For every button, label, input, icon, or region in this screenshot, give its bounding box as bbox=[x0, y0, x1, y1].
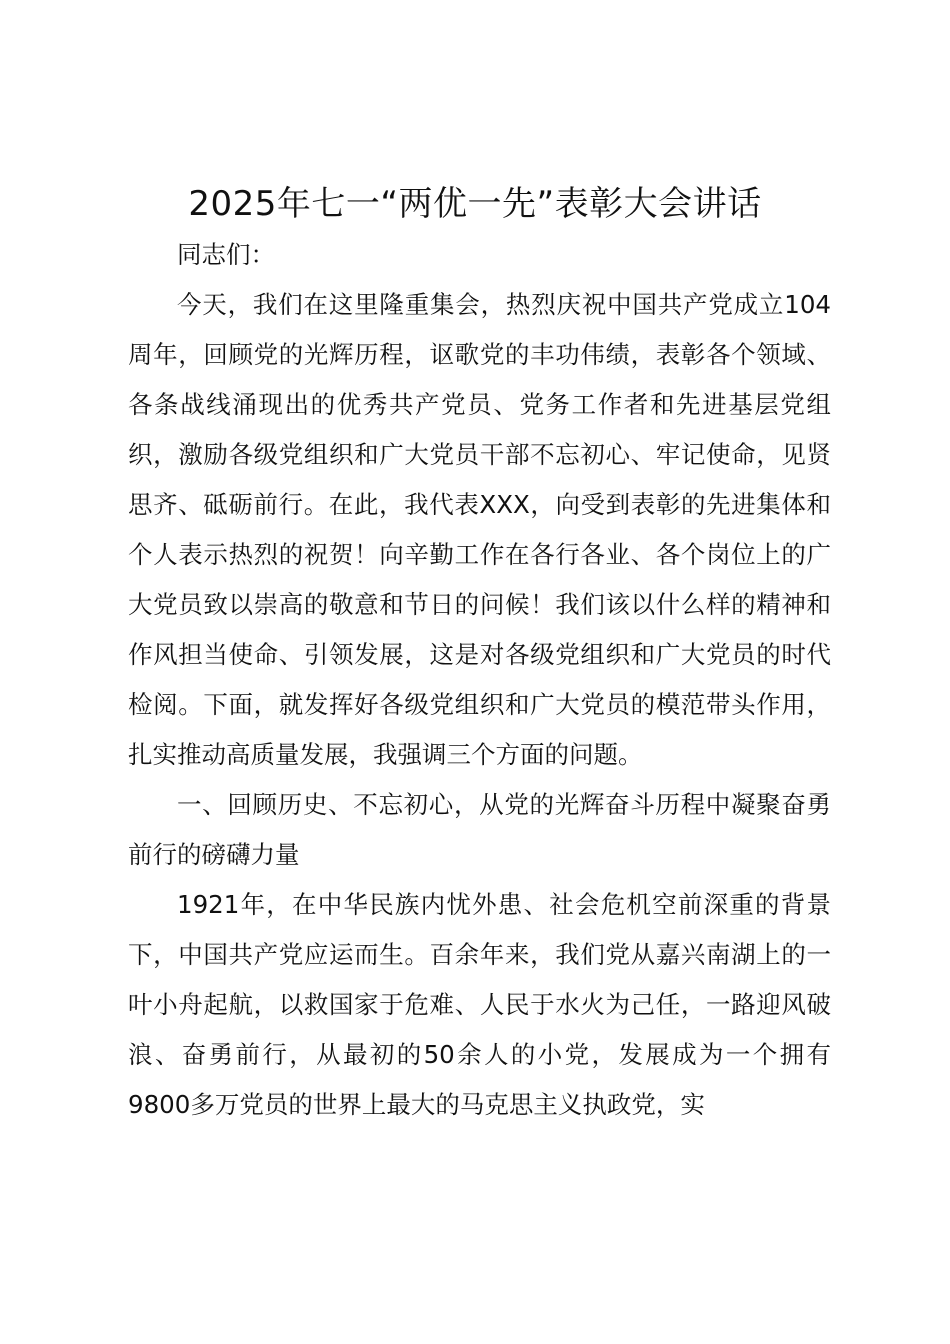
document-title: 2025年七一“两优一先”表彰大会讲话 bbox=[188, 184, 762, 224]
intro-paragraph: 今天，我们在这里隆重集会，热烈庆祝中国共产党成立104周年，回顾党的光辉历程，讴歌党的丰功伟绩，表彰各个领域、各条战线涌现出的优秀共产党员、党务工作者和先进基层党组织，激励各级党组织和广大党员干部不忘初心、牢记使命，见贤思齐、砥砺前行。在此，我代表XXX，向受到表彰的先进集体和个人表示热烈的祝贺！向辛勤工作在各行各业、各个岗位上的广大党员致以崇高的敬意和节日的问候！我们该以什么样的精神和作风担当使命、引领发展，这是对各级党组织和广大党员的时代检阅。下面，就发挥好各级党组织和广大党员的模范带头作用，扎实推动高质量发展，我强调三个方面的问题。 bbox=[128, 290, 831, 769]
greeting: 同志们： bbox=[177, 240, 275, 269]
document-body bbox=[128, 230, 831, 1130]
section-heading: 一、回顾历史、不忘初心，从党的光辉奋斗历程中凝聚奋勇前行的磅礴力量 bbox=[128, 790, 831, 869]
section-paragraph: 1921年，在中华民族内忧外患、社会危机空前深重的背景下，中国共产党应运而生。百余年来，我们党从嘉兴南湖上的一叶小舟起航，以救国家于危难、人民于水火为己任，一路迎风破浪、奋勇前行，从最初的50余人的小党，发展成为一个拥有9800多万党员的世界上最大的马克思主义执政党，实 bbox=[128, 890, 831, 1119]
